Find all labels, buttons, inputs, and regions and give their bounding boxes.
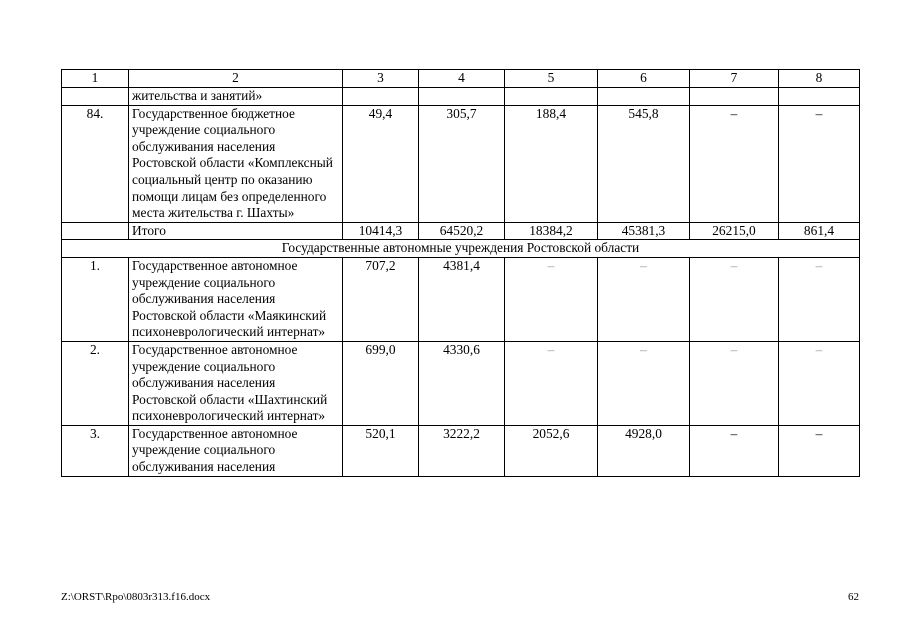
- table-row: [62, 341, 860, 425]
- value-cell: –: [505, 341, 598, 425]
- section-title: Государственные автономные учреждения Ростовской области: [62, 240, 860, 258]
- value-cell: 305,7: [419, 105, 505, 222]
- continuation-row: [62, 87, 860, 105]
- footer-file-path: Z:\ORST\Rpo\0803r313.f16.docx: [61, 591, 211, 603]
- value-cell: 45381,3: [598, 222, 690, 240]
- row-number: 1.: [62, 257, 129, 341]
- total-label: Итого: [129, 222, 343, 240]
- header-cell: 7: [690, 70, 779, 88]
- value-cell: –: [779, 425, 860, 476]
- value-cell: –: [598, 257, 690, 341]
- value-cell: 4381,4: [419, 257, 505, 341]
- header-cell: 1: [62, 70, 129, 88]
- value-cell: 861,4: [779, 222, 860, 240]
- row-number: 2.: [62, 341, 129, 425]
- value-cell: 520,1: [343, 425, 419, 476]
- value-cell: 545,8: [598, 105, 690, 222]
- header-cell: 8: [779, 70, 860, 88]
- value-cell: –: [690, 425, 779, 476]
- institution-name: Государственное автономное учреждение социального обслуживания населения: [129, 425, 343, 476]
- continuation-text: жительства и занятий»: [129, 87, 343, 105]
- header-row: [62, 70, 860, 88]
- value-cell: –: [779, 105, 860, 222]
- value-cell: 4928,0: [598, 425, 690, 476]
- value-cell: 2052,6: [505, 425, 598, 476]
- institution-name: Государственное бюджетное учреждение социального обслуживания населения Ростовской области «Комплексный социальный центр по оказанию помощи лицам без определенного места жительства г. Шахты»: [129, 105, 343, 222]
- value-cell: 3222,2: [419, 425, 505, 476]
- row-number: 3.: [62, 425, 129, 476]
- value-cell: 18384,2: [505, 222, 598, 240]
- value-cell: –: [598, 341, 690, 425]
- table-row: [62, 105, 860, 222]
- value-cell: 49,4: [343, 105, 419, 222]
- header-cell: 4: [419, 70, 505, 88]
- value-cell: –: [690, 341, 779, 425]
- value-cell: 707,2: [343, 257, 419, 341]
- value-cell: 188,4: [505, 105, 598, 222]
- institution-name: Государственное автономное учреждение социального обслуживания населения Ростовской области «Шахтинский психоневрологический интернат»: [129, 341, 343, 425]
- value-cell: 4330,6: [419, 341, 505, 425]
- value-cell: 64520,2: [419, 222, 505, 240]
- header-cell: 5: [505, 70, 598, 88]
- section-row: [62, 240, 860, 258]
- value-cell: –: [690, 105, 779, 222]
- value-cell: 10414,3: [343, 222, 419, 240]
- budget-table: [61, 69, 860, 477]
- row-number: 84.: [62, 105, 129, 222]
- value-cell: 699,0: [343, 341, 419, 425]
- total-row: [62, 222, 860, 240]
- value-cell: –: [505, 257, 598, 341]
- value-cell: –: [779, 341, 860, 425]
- header-cell: 6: [598, 70, 690, 88]
- table-row: [62, 257, 860, 341]
- header-cell: 3: [343, 70, 419, 88]
- value-cell: –: [690, 257, 779, 341]
- institution-name: Государственное автономное учреждение социального обслуживания населения Ростовской области «Маякинский психоневрологический интернат»: [129, 257, 343, 341]
- header-cell: 2: [129, 70, 343, 88]
- value-cell: 26215,0: [690, 222, 779, 240]
- value-cell: –: [779, 257, 860, 341]
- table-row: [62, 425, 860, 476]
- footer-page-number: 62: [848, 591, 859, 603]
